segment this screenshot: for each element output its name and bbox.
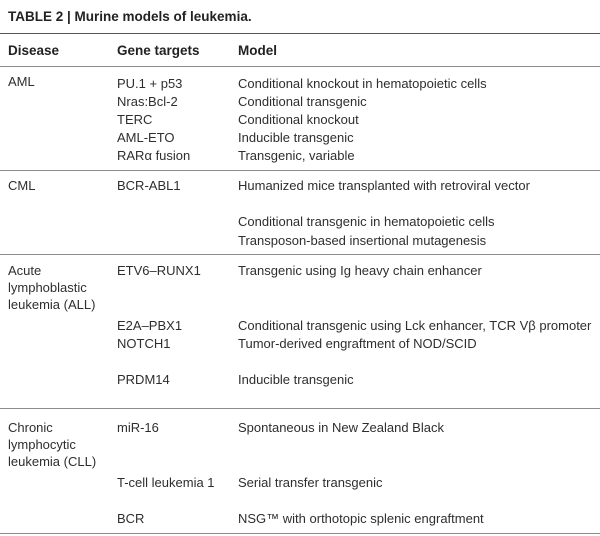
gene-cell: ETV6–RUNX1 [117, 263, 201, 278]
group-divider [0, 170, 600, 171]
disease-all-line: Acute [8, 263, 42, 278]
group-divider [0, 408, 600, 409]
model-cell: Inducible transgenic [238, 372, 354, 387]
disease-all-line: leukemia (ALL) [8, 297, 96, 312]
gene-cell: TERC [117, 112, 153, 127]
disease-cll-line: leukemia (CLL) [8, 454, 97, 469]
model-cell: Conditional knockout [238, 112, 359, 127]
gene-cell: AML-ETO [117, 130, 175, 145]
header-disease: Disease [8, 43, 60, 58]
table-top-rule [0, 33, 600, 34]
header-model: Model [238, 43, 277, 58]
gene-cell: Nras:Bcl-2 [117, 94, 178, 109]
gene-cell: E2A–PBX1 [117, 318, 183, 333]
model-cell: Conditional transgenic using Lck enhancer, TCR Vβ promoter [238, 318, 592, 333]
gene-cell: T-cell leukemia 1 [117, 475, 215, 490]
gene-cell: BCR-ABL1 [117, 178, 181, 193]
model-cell: Conditional transgenic in hematopoietic cells [238, 214, 495, 229]
header-bottom-rule [0, 66, 600, 67]
disease-cll-line: lymphocytic [8, 437, 76, 452]
gene-cell: NOTCH1 [117, 336, 171, 351]
model-cell: Serial transfer transgenic [238, 475, 383, 490]
model-cell: Tumor-derived engraftment of NOD/SCID [238, 336, 477, 351]
model-cell: Conditional transgenic [238, 94, 367, 109]
gene-cell: PRDM14 [117, 372, 170, 387]
gene-cell: BCR [117, 511, 145, 526]
model-cell: Humanized mice transplanted with retroviral vector [238, 178, 530, 193]
model-cell: Transgenic, variable [238, 148, 355, 163]
model-cell: Transgenic using Ig heavy chain enhancer [238, 263, 482, 278]
gene-cell: RARα fusion [117, 148, 191, 163]
gene-cell: miR-16 [117, 420, 159, 435]
disease-cml: CML [8, 178, 36, 193]
disease-cll-line: Chronic [8, 420, 53, 435]
model-cell: NSG™ with orthotopic splenic engraftment [238, 511, 484, 526]
header-gene-targets: Gene targets [117, 43, 200, 58]
model-cell: Transposon-based insertional mutagenesis [238, 233, 487, 248]
model-cell: Inducible transgenic [238, 130, 354, 145]
table-caption: TABLE 2 | Murine models of leukemia. [8, 9, 252, 24]
table-bottom-rule [0, 533, 600, 534]
model-cell: Conditional knockout in hematopoietic cells [238, 76, 487, 91]
model-cell: Spontaneous in New Zealand Black [238, 420, 444, 435]
gene-cell: PU.1 + p53 [117, 76, 183, 91]
group-divider [0, 254, 600, 255]
disease-aml: AML [8, 74, 35, 89]
disease-all-line: lymphoblastic [8, 280, 87, 295]
